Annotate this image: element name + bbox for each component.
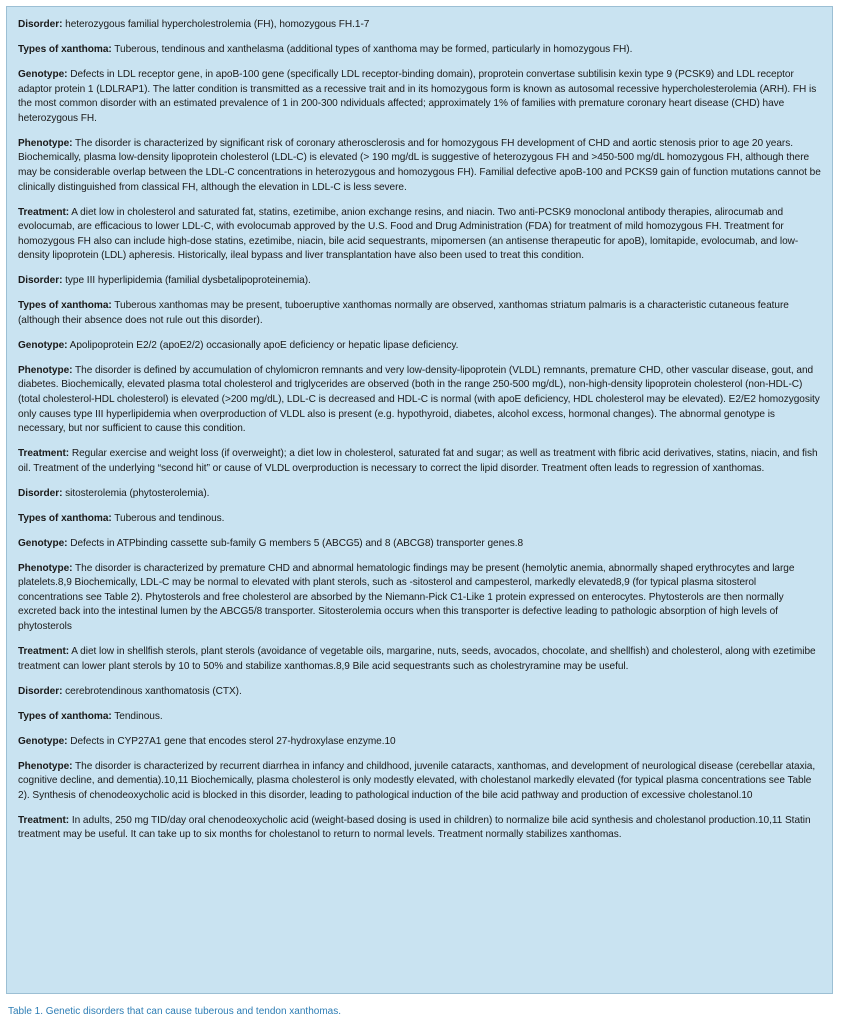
row-treatment-type3 xyxy=(18,447,822,476)
row-label: Genotype: xyxy=(18,735,68,747)
row-label: Treatment: xyxy=(18,206,70,218)
row-text: Tuberous, tendinous and xanthelasma (additional types of xanthoma may be formed, particularly in homozygous FH). xyxy=(111,43,633,55)
row-disorder-sito xyxy=(18,487,822,502)
row-treatment-sito xyxy=(18,645,822,674)
row-label: Types of xanthoma: xyxy=(18,512,112,524)
row-text: The disorder is characterized by recurrent diarrhea in infancy and childhood, juvenile cataracts, xanthomas, and development of neurological disease (cerebellar ataxia, cognitive decline, and dementia).10,11 Biochemically, plasma cholesterol is only modestly elevated, with cholestanol markedly elevated (for typical plasma concentrations see Table 2). Synthesis of chenodeoxycholic acid is blocked in this disorder, leading to pathological induction of the bile acid pathway and production of excessive cholestanol.10 xyxy=(18,760,816,801)
row-text: sitosterolemia (phytosterolemia). xyxy=(62,487,210,499)
row-text: Defects in ATPbinding cassette sub-family G members 5 (ABCG5) and 8 (ABCG8) transporter genes.8 xyxy=(67,537,524,549)
row-genotype-ctx xyxy=(18,735,822,750)
row-label: Disorder: xyxy=(18,685,63,697)
row-text: The disorder is defined by accumulation of chylomicron remnants and very low-density-lipoprotein (VLDL) remnants, premature CHD, other vascular disease, gout, and diabetes. Biochemically, elevated plasma total cholesterol and triglycerides are observed (both in the range 250-500 mg/dL), non-high-density lipoprotein cholesterol (non-HDL-C) (total cholesterol-HDL cholesterol) is elevated (>200 mg/dL), LDL-C is decreased and HDL-C is normal (with apoE deficiency, HDL cholesterol may be elevated). E2/E2 homozygosity only causes type III hyperlipidemia when overproduction of VLDL also is present (e.g. hypothyroid, diabetes, alcohol excess, hormonal changes). The abnormal genotype is necessary, but nor sufficient to cause this condition. xyxy=(18,364,820,435)
row-text: heterozygous familial hypercholestrolemia (FH), homozygous FH.1-7 xyxy=(62,19,370,30)
row-phenotype-sito xyxy=(18,562,822,635)
row-label: Phenotype: xyxy=(18,562,73,574)
row-text: The disorder is characterized by premature CHD and abnormal hematologic findings may be present (hemolytic anemia, abnormally shaped erythrocytes and large platelets.8,9 Biochemically, LDL-C may be normal to elevated with plant sterols, such as -sitosterol and campesterol, markedly elevated8,9 (for typical plasma sitosterol concentrations see Table 2). Phytosterols and free cholesterol are absorbed by the Niemann-Pick C1-Like 1 protein expressed on enterocytes. Phytosterols are then normally excreted back into the intestinal lumen by the ABCG5/8 transporter. Sitosterolemia occurs when this transporter is defective leading to pathologic absorption of high levels of phytosterols xyxy=(18,562,795,633)
row-phenotype-ctx xyxy=(18,760,822,804)
row-text: Defects in LDL receptor gene, in apoB-100 gene (specifically LDL receptor-binding domain), proprotein convertase subtilisin kexin type 9 (PCSK9) and LDL receptor adaptor protein 1 (LDLRAP1). The latter condition is transmitted as a recessive trait and in its homozygous form is known as autosomal recessive hypercholesterolemia (ARH). FH is the most common disorder with an estimated prevalence of 1 in 200-300 ndividuals affected; approximately 1% of families with premature coronary heart disease (CHD) have heterozygous FH. xyxy=(18,68,817,124)
row-label: Phenotype: xyxy=(18,364,73,376)
row-disorder-ctx xyxy=(18,685,822,700)
row-label: Phenotype: xyxy=(18,137,73,149)
row-label: Treatment: xyxy=(18,814,70,826)
row-label: Disorder: xyxy=(18,487,63,499)
row-text: A diet low in shellfish sterols, plant sterols (avoidance of vegetable oils, margarine, nuts, seeds, avocados, chocolate, and shellfish) and cholesterol, along with ezetimibe treatment can lower plant sterols by 10 to 50% and stabilize xanthomas.8,9 Bile acid sequestrants such as cholestryramine may be useful. xyxy=(18,646,816,672)
row-text: Tuberous and tendinous. xyxy=(111,512,225,524)
row-text: Regular exercise and weight loss (if overweight); a diet low in cholesterol, saturated fat and sugar; as well as treatment with fibric acid derivatives, statins, niacin, and fish oil. Treatment of the underlying “second hit” or cause of VLDL overproduction is necessary to correct the lipid disorder. Treatment often leads to regression of xanthomas. xyxy=(18,448,818,474)
row-text: Defects in CYP27A1 gene that encodes sterol 27-hydroxylase enzyme.10 xyxy=(67,735,396,747)
row-genotype-sito xyxy=(18,537,822,552)
row-treatment-ctx xyxy=(18,814,822,843)
row-label: Disorder: xyxy=(18,275,63,287)
row-xanthoma-type3 xyxy=(18,299,822,328)
row-genotype-type3 xyxy=(18,339,822,354)
table-panel xyxy=(6,6,833,994)
row-label: Genotype: xyxy=(18,68,68,80)
table-caption: Table 1. Genetic disorders that can cause tuberous and tendon xanthomas. xyxy=(8,1006,341,1017)
row-label: Genotype: xyxy=(18,537,68,549)
row-label: Types of xanthoma: xyxy=(18,710,112,722)
row-genotype-fh xyxy=(18,68,822,126)
row-text: A diet low in cholesterol and saturated fat, statins, ezetimibe, anion exchange resins, and niacin. Two anti-PCSK9 monoclonal antibody therapies, alirocumab and evolocumab, are efficacious to lower LDL-C, with evolocumab approved by the U.S. Food and Drug Administration (FDA) for treatment of mild homozygous FH. Treatment for homozygous FH also can include high-dose statins, ezetimibe, niacin, bile acid sequestrants, mipomersen (an antisense therapeutic for apoB), lomitapide, evolocumab, and low-density lipoprotein (LDL) apheresis. Historically, ileal bypass and liver transplantation have also been used to treat this condition. xyxy=(18,206,799,262)
row-text: In adults, 250 mg TID/day oral chenodeoxycholic acid (weight-based dosing is used in children) to normalize bile acid synthesis and cholestanol production.10,11 Statin treatment may be useful. It can take up to six months for cholestanol to return to normal levels. Treatment normally stabilizes xanthomas. xyxy=(18,814,811,841)
row-label: Types of xanthoma: xyxy=(18,43,112,55)
row-xanthoma-sito xyxy=(18,512,822,527)
row-xanthoma-fh xyxy=(18,43,822,58)
row-text: Tendinous. xyxy=(111,710,163,722)
row-phenotype-type3 xyxy=(18,364,822,437)
row-label: Genotype: xyxy=(18,339,68,351)
row-treatment-fh xyxy=(18,206,822,264)
row-text: type III hyperlipidemia (familial dysbetalipoproteinemia). xyxy=(62,275,311,287)
row-label: Phenotype: xyxy=(18,760,73,772)
row-text: The disorder is characterized by significant risk of coronary atherosclerosis and for homozygous FH development of CHD and aortic stenosis prior to age 20 years. Biochemically, plasma low-density lipoprotein cholesterol (LDL-C) is elevated (> 190 mg/dL is suggestive of heterozygous FH and >450-500 mg/dL homozygous FH, although there may be considerable overlap between the LDL-C concentrations in heterozygous and homozygous FH). Familial defective apoB-100 and PCKS9 gain of function mutations cannot be clinically distinguished from classical FH, although the elevation in LDL-C is less severe. xyxy=(18,137,821,193)
row-disorder-fh xyxy=(18,18,822,33)
row-xanthoma-ctx xyxy=(18,710,822,725)
row-label: Disorder: xyxy=(18,19,63,30)
row-disorder-type3 xyxy=(18,274,822,289)
row-text: Apolipoprotein E2/2 (apoE2/2) occasionally apoE deficiency or hepatic lipase deficiency. xyxy=(67,339,459,351)
row-label: Treatment: xyxy=(18,646,70,658)
row-text: cerebrotendinous xanthomatosis (CTX). xyxy=(62,685,242,697)
row-label: Treatment: xyxy=(18,448,70,460)
row-text: Tuberous xanthomas may be present, tuboeruptive xanthomas normally are observed, xanthomas striatum palmaris is a characteristic cutaneous feature (although their absence does not rule out this disorder). xyxy=(18,300,789,326)
row-label: Types of xanthoma: xyxy=(18,300,112,312)
row-phenotype-fh xyxy=(18,137,822,195)
